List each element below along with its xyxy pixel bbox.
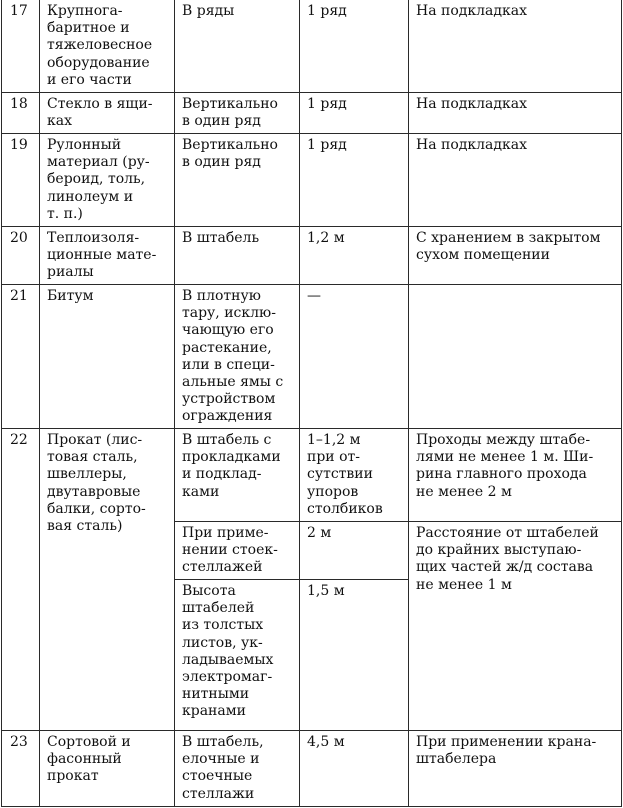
method-cell-line: нении стоек- (182, 542, 278, 559)
material-cell-line: оборудование (47, 54, 150, 71)
height-cell-line: — (307, 288, 321, 304)
method-cell-line: елочные и (182, 751, 260, 768)
height-cell (300, 580, 409, 731)
method-cell-line: кранами (182, 703, 246, 720)
material-cell (40, 285, 175, 429)
notes-cell (409, 429, 622, 522)
method-cell-line: в один ряд (182, 154, 261, 171)
method-cell-line: в один ряд (182, 113, 261, 130)
notes-cell (409, 93, 622, 134)
material-cell-line: швеллеры, (47, 466, 127, 483)
material-cell-line: баритное и (47, 20, 130, 37)
method-cell (175, 285, 300, 429)
material-cell (40, 0, 175, 93)
notes-cell-line: сухом помещении (416, 247, 550, 264)
method-cell-line: электромаг- (182, 669, 273, 686)
row-number: 23 (2, 731, 40, 807)
table-row (2, 429, 622, 522)
method-cell-line: В штабель, (182, 734, 264, 750)
height-cell-line: 1 ряд (307, 3, 347, 19)
method-cell (175, 731, 300, 807)
material-cell-line: Крупнога- (47, 3, 123, 19)
table-row (2, 93, 622, 134)
notes-cell (409, 0, 622, 93)
row-number: 18 (2, 93, 40, 134)
notes-cell-line: При применении крана- (416, 734, 597, 750)
height-cell-line: при от- (307, 449, 360, 466)
row-number: 21 (2, 285, 40, 429)
material-cell-line: Стекло в ящи- (47, 96, 153, 112)
material-cell-line: двутавровые (47, 483, 141, 500)
height-cell-line: столбиков (307, 500, 383, 517)
row-number: 19 (2, 134, 40, 227)
notes-cell-line: до крайних выступаю- (416, 542, 582, 559)
method-cell-line: штабелей (182, 600, 255, 617)
method-cell (175, 580, 300, 731)
notes-cell-line: не менее 1 м (416, 576, 512, 593)
height-cell-line: 1 ряд (307, 96, 347, 112)
table-row (2, 285, 622, 429)
material-cell-line: Сортовой и (47, 734, 131, 750)
method-cell (175, 93, 300, 134)
height-cell-line: 1,5 м (307, 583, 345, 599)
material-cell-line: Битум (47, 288, 94, 304)
notes-cell-line: На подкладках (416, 96, 527, 112)
method-cell (175, 429, 300, 522)
notes-cell-line: Расстояние от штабелей (416, 525, 599, 541)
method-cell-line: ками (182, 483, 220, 500)
material-cell-line: т. п.) (47, 205, 83, 222)
table-body (2, 0, 622, 807)
method-cell-line: В штабель с (182, 432, 272, 448)
material-cell-line: прокат (47, 768, 99, 785)
method-cell-line: В ряды (182, 3, 235, 19)
row-number: 20 (2, 227, 40, 285)
table-row (2, 0, 622, 93)
height-cell (300, 429, 409, 522)
method-cell-line: ладываемых (182, 651, 274, 668)
height-cell-line: сутствии (307, 466, 373, 483)
material-cell-line: фасонный (47, 751, 122, 768)
notes-cell-line: рина главного прохода (416, 466, 587, 483)
height-cell-line: упоров (307, 483, 359, 500)
material-cell-line: Теплоизоля- (47, 230, 140, 246)
notes-cell (409, 522, 622, 731)
notes-cell (409, 134, 622, 227)
material-cell (40, 227, 175, 285)
material-cell-line: риалы (47, 264, 94, 281)
method-cell-line: нитными (182, 686, 250, 703)
notes-cell-line: На подкладках (416, 137, 527, 153)
method-cell (175, 227, 300, 285)
height-cell (300, 285, 409, 429)
method-cell (175, 522, 300, 580)
height-cell (300, 522, 409, 580)
method-cell-line: и подклад- (182, 466, 262, 483)
method-cell-line: чающую его (182, 322, 274, 339)
height-cell-line: 1–1,2 м (307, 432, 361, 448)
notes-cell-line: На подкладках (416, 3, 527, 19)
notes-cell-line: лями не менее 1 м. Ши- (416, 449, 594, 466)
method-cell-line: из толстых (182, 617, 264, 634)
method-cell-line: Вертикально (182, 137, 278, 153)
height-cell (300, 227, 409, 285)
material-cell-line: Прокат (лис- (47, 432, 143, 448)
height-cell (300, 0, 409, 93)
material-cell-line: бероид, толь, (47, 171, 146, 188)
method-cell-line: альные ямы с (182, 374, 284, 391)
material-cell-line: ках (47, 113, 72, 130)
method-cell-line: тару, исклю- (182, 305, 276, 322)
method-cell (175, 134, 300, 227)
method-cell-line: При приме- (182, 525, 269, 541)
notes-cell (409, 285, 622, 429)
row-number: 17 (2, 0, 40, 93)
row-number: 22 (2, 429, 40, 731)
height-cell (300, 93, 409, 134)
material-cell-line: балки, сорто- (47, 500, 146, 517)
notes-cell-line: штабелера (416, 751, 497, 768)
storage-table (1, 0, 622, 807)
material-cell (40, 134, 175, 227)
height-cell-line: 2 м (307, 525, 332, 541)
notes-cell-line: С хранением в закрытом (416, 230, 601, 246)
material-cell-line: материал (ру- (47, 154, 150, 171)
material-cell-line: тяжеловесное (47, 37, 153, 54)
material-cell-line: и его части (47, 71, 132, 88)
notes-cell (409, 731, 622, 807)
notes-cell-line: щих частей ж/д состава (416, 559, 594, 576)
method-cell-line: растекание, (182, 339, 272, 356)
table-row (2, 731, 622, 807)
height-cell (300, 134, 409, 227)
method-cell-line: стоечные (182, 768, 253, 785)
material-cell (40, 731, 175, 807)
method-cell-line: В плотную (182, 288, 261, 304)
method-cell-line: В штабель (182, 230, 260, 246)
method-cell (175, 0, 300, 93)
table-row (2, 227, 622, 285)
height-cell-line: 4,5 м (307, 734, 345, 750)
method-cell-line: стеллажей (182, 559, 263, 576)
method-cell-line: Вертикально (182, 96, 278, 112)
method-cell-line: листов, ук- (182, 634, 263, 651)
table-row (2, 134, 622, 227)
material-cell-line: ционные мате- (47, 247, 157, 264)
material-cell (40, 93, 175, 134)
material-cell (40, 429, 175, 731)
material-cell-line: линолеум и (47, 188, 134, 205)
material-cell-line: вая сталь) (47, 518, 123, 535)
method-cell-line: или в специ- (182, 356, 275, 373)
height-cell (300, 731, 409, 807)
method-cell-line: прокладками (182, 449, 281, 466)
height-cell-line: 1 ряд (307, 137, 347, 153)
method-cell-line: устройством (182, 391, 276, 408)
method-cell-line: ограждения (182, 408, 273, 425)
material-cell-line: товая сталь, (47, 449, 138, 466)
notes-cell-line: Проходы между штабе- (416, 432, 591, 448)
notes-cell-line: не менее 2 м (416, 483, 512, 500)
method-cell-line: Высота (182, 583, 236, 599)
height-cell-line: 1,2 м (307, 230, 345, 246)
method-cell-line: стеллажи (182, 785, 255, 802)
notes-cell (409, 227, 622, 285)
material-cell-line: Рулонный (47, 137, 122, 153)
